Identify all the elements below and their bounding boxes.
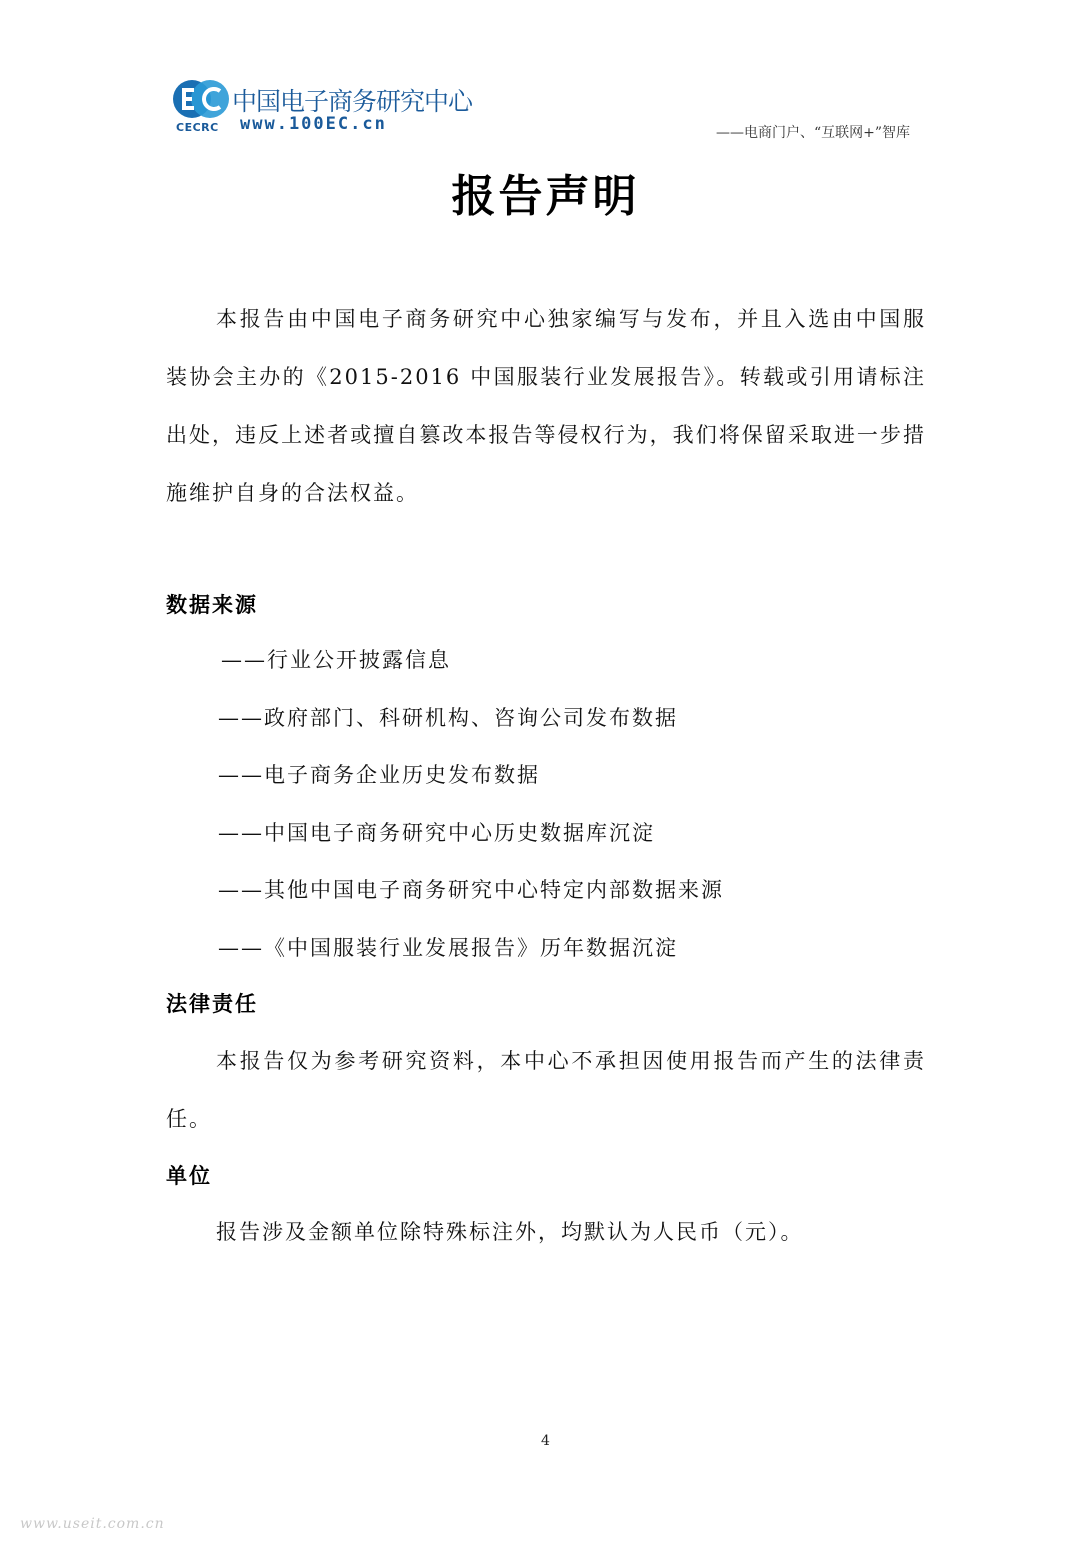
- statement-paragraph: 本报告由中国电子商务研究中心独家编写与发布，并且入选由中国服装协会主办的《2015-2016 中国服装行业发展报告》。转载或引用请标注出处，违反上述者或擅自篡改本报告等侵权行为，我们将保留采取进一步措施维护自身的合法权益。: [166, 307, 926, 505]
- list-item: ——行业公开披露信息: [221, 648, 451, 672]
- data-sources-heading: 数据来源: [166, 593, 258, 617]
- watermark: www.useit.com.cn: [20, 1516, 165, 1532]
- page-title: 报告声明: [451, 171, 640, 222]
- logo-abbreviation: CECRC: [176, 121, 219, 134]
- list-item: ——政府部门、科研机构、咨询公司发布数据: [218, 705, 678, 730]
- ec-logo-icon: [172, 78, 230, 120]
- list-item: ——电子商务企业历史发布数据: [218, 763, 540, 787]
- list-item: ——中国电子商务研究中心历史数据库沉淀: [218, 820, 655, 845]
- page-number: 4: [541, 1433, 550, 1449]
- logo-organization-name: 中国电子商务研究中心: [232, 87, 473, 116]
- list-item: ——其他中国电子商务研究中心特定内部数据来源: [218, 878, 724, 902]
- header-tagline: ——电商门户、“互联网+”智库: [715, 125, 910, 141]
- unit-paragraph: 报告涉及金额单位除特殊标注外，均默认为人民币（元）。: [216, 1220, 804, 1244]
- data-sources-list: [218, 632, 724, 977]
- legal-paragraph: 本报告仅为参考研究资料，本中心不承担因使用报告而产生的法律责任。: [166, 1049, 926, 1131]
- logo-website: www.100EC.cn: [240, 114, 387, 134]
- cecrc-logo: [172, 78, 473, 136]
- unit-heading: 单位: [166, 1164, 212, 1188]
- legal-heading: 法律责任: [166, 992, 258, 1016]
- list-item: ——《中国服装行业发展报告》历年数据沉淀: [218, 935, 678, 960]
